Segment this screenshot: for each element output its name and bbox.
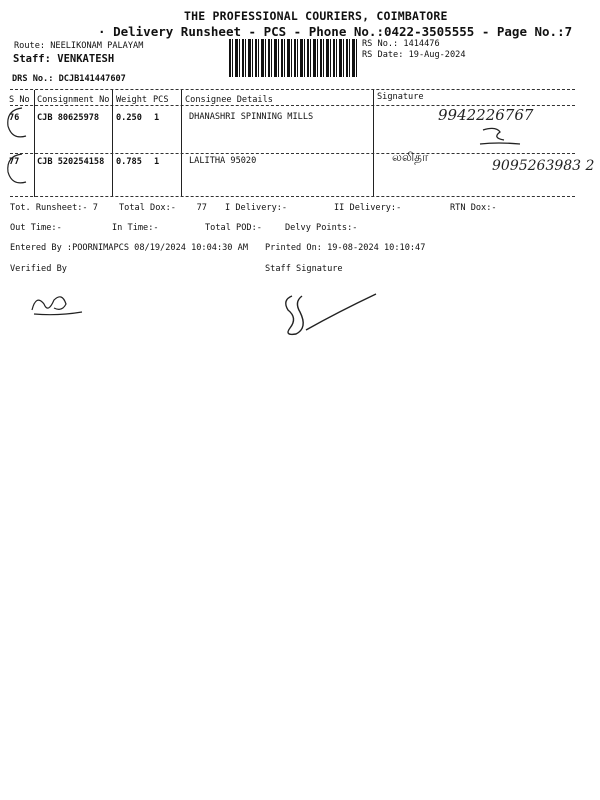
staff-signature — [278, 290, 388, 340]
runsheet-title — [98, 24, 572, 39]
bullet-dot: · — [98, 24, 114, 39]
col-weight: Weight — [116, 95, 148, 105]
row-handwritten-phone: 9095263983 2 — [492, 158, 595, 174]
entered-by: Entered By :POORNIMAPCS 08/19/2024 10:04:30 AM — [10, 243, 248, 253]
row-weight: 0.785 — [116, 157, 142, 167]
drs-line — [12, 74, 126, 84]
staff-line — [13, 53, 114, 65]
rs-date-value: 19-Aug-2024 — [408, 50, 466, 60]
total-dox — [119, 203, 207, 213]
route-line — [14, 41, 143, 51]
i-delivery: I Delivery:- — [225, 203, 288, 213]
barcode — [229, 39, 357, 77]
table-bottom-rule — [10, 196, 575, 197]
row-circle-mark — [4, 150, 34, 190]
printed-on: Printed On: 19-08-2024 10:10:47 — [265, 243, 426, 253]
total-dox-value: 77 — [196, 203, 207, 213]
row-consignee: LALITHA 95020 — [189, 156, 257, 166]
tot-runsheet: Tot. Runsheet:- 7 — [10, 203, 98, 213]
route-label: Route: — [14, 41, 46, 51]
row-sno: 77 — [9, 157, 20, 167]
total-pod: Total POD:- — [205, 223, 262, 233]
row-circle-mark — [4, 104, 34, 144]
row-consignee: DHANASHRI SPINNING MILLS — [189, 112, 314, 122]
row-consignment: CJB 520254158 — [37, 157, 105, 167]
verifier-signature — [28, 290, 88, 320]
staff-signature-label: Staff Signature — [265, 264, 343, 274]
col-sno: S No — [9, 95, 30, 105]
row-pcs: 1 — [154, 157, 160, 167]
company-title: THE PROFESSIONAL COURIERS, COIMBATORE — [184, 9, 448, 23]
verified-by: Verified By — [10, 264, 67, 274]
in-time: In Time:- — [112, 223, 159, 233]
col-divider — [112, 90, 113, 197]
col-consignee: Consignee Details — [185, 95, 273, 105]
rs-date-line — [362, 50, 466, 60]
route-value: NEELIKONAM PALAYAM — [50, 41, 144, 51]
row-weight: 0.250 — [116, 113, 142, 123]
row-pcs: 1 — [154, 113, 160, 123]
delvy-points: Delvy Points:- — [285, 223, 358, 233]
row-handwritten-phone: 9942226767 — [438, 106, 534, 124]
rtn-dox: RTN Dox:- — [450, 203, 497, 213]
total-dox-label: Total Dox:- — [119, 203, 176, 213]
table-top-rule — [10, 89, 575, 90]
col-divider — [34, 90, 35, 197]
col-consignment: Consignment No — [37, 95, 110, 105]
ii-delivery: II Delivery:- — [334, 203, 402, 213]
rs-no-line — [362, 39, 440, 49]
row-handwritten-name: லலிதா — [392, 150, 429, 164]
row-consignment: CJB 80625978 — [37, 113, 100, 123]
drs-value: DCJB141447607 — [58, 74, 126, 84]
rs-date-label: RS Date: — [362, 50, 404, 60]
staff-label: Staff: — [13, 53, 51, 65]
drs-label: DRS No.: — [12, 74, 54, 84]
col-divider — [181, 90, 182, 197]
col-pcs: PCS — [153, 95, 169, 105]
col-signature: Signature — [377, 92, 424, 102]
staff-value: VENKATESH — [57, 53, 115, 65]
runsheet-title-text: Delivery Runsheet - PCS - Phone No.:0422-3505555 - Page No.:7 — [113, 24, 573, 39]
rs-no-value: 1414476 — [403, 39, 440, 49]
rs-no-label: RS No.: — [362, 39, 399, 49]
row-rule — [10, 153, 575, 154]
row-sno: 76 — [9, 113, 20, 123]
row-signature-mark — [478, 124, 528, 154]
col-divider — [373, 90, 374, 197]
out-time: Out Time:- — [10, 223, 62, 233]
